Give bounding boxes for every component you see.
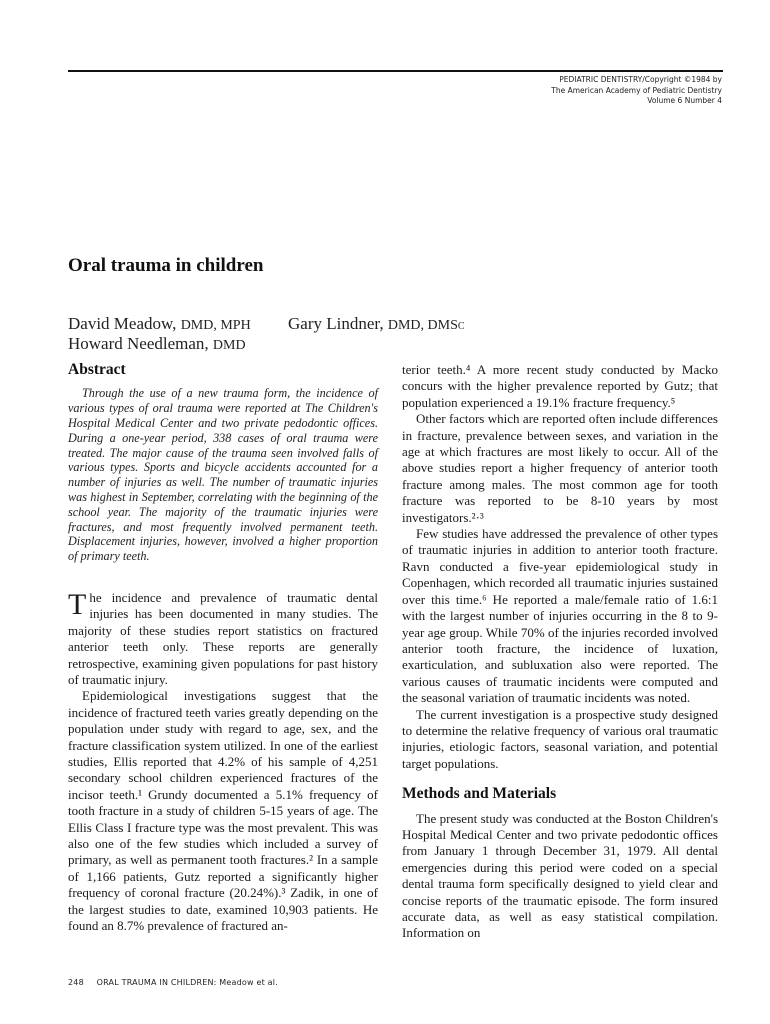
running-title: ORAL TRAUMA IN CHILDREN: Meadow et al. (96, 978, 278, 987)
page-footer (68, 978, 278, 987)
author-2-name: Gary Lindner, (288, 314, 384, 333)
right-paragraph-4: The current investigation is a prospective study designed to determine the relative frequency of various oral traumatic injuries, etiologic factors, seasonal variation, and potential target populations. (402, 706, 718, 771)
abstract-text: Through the use of a new trauma form, the incidence of various types of oral trauma were reported at The Children's Hospital Medical Center and two private pedodontic offices. During a one-year period, 338 cases of oral trauma were treated. The major cause of the trauma seen involved falls of various types. Sports and bicycle accidents accounted for a number of injuries as well. The number of traumatic injuries was highest in September, correlating with the beginning of the school year. The majority of the traumatic injuries were fractures, and most frequently involved permanent teeth. Displacement injuries, however, involved a higher proportion of primary teeth. (68, 386, 378, 564)
header-line-3: Volume 6 Number 4 (647, 96, 722, 105)
section-spacer (402, 772, 718, 786)
author-3-degrees: DMD (212, 338, 246, 353)
author-1-degrees: DMD, MPH (180, 318, 251, 333)
drop-cap: T (68, 587, 87, 621)
intro-paragraph-2: Epidemiological investigations suggest that the incidence of fractured teeth varies greatly depending on the population under study with regard to age, sex, and the fracture classification system utilized. In one of the earliest studies, Ellis reported that 4.2% of his sample of 4,251 secondary school children experienced fractures of the incisor teeth.¹ Grundy documented a 5.1% frequency of tooth fracture in a study of children 5-15 years of age. The Ellis Class I fracture type was the most prevalent. This was also one of the few studies which included a survey of primary, as well as permanent tooth fractures.² In a sample of 1,166 patients, Gutz reported a significantly higher frequency of coronal fracture (20.24%).³ Zadik, in one of the largest studies to date, examined 10,903 patients. He found an 8.7% prevalence of fractured an- (68, 688, 378, 934)
right-paragraph-2: Other factors which are reported often include differences in fracture, prevalence between sexes, and variation in the age at which fractures are most likely to occur. All of the above studies report a higher frequency of anterior tooth fracture among males. The most common age for tooth fracture was reported to be 8-10 years by most investigators.²·³ (402, 411, 718, 525)
author-2 (288, 314, 465, 336)
journal-header (551, 75, 722, 107)
page-number: 248 (68, 978, 84, 987)
author-1 (68, 314, 251, 336)
right-paragraph-1: terior teeth.⁴ A more recent study conducted by Macko concurs with the higher prevalence reported by Gutz; that population experienced a 19.1% fracture frequency.⁵ (402, 362, 718, 410)
right-column (402, 362, 718, 942)
author-3-name: Howard Needleman, (68, 334, 209, 353)
right-paragraph-3: Few studies have addressed the prevalence of other types of traumatic injuries in addition to anterior tooth fracture. Ravn conducted a five-year epidemiological study in Copenhagen, which recorded all traumatic injuries sustained over this time.⁶ He reported a male/female ratio of 1.6:1 with the largest number of injuries occurring in the 8 to 9-year age group. While 70% of the injuries recorded involved anterior tooth fracture, the incidence of luxation, exarticulation, and subluxation also were reported. The various causes of traumatic incidents were computed and the seasonal variation of traumatic incidents was noted. (402, 526, 718, 706)
header-line-1: PEDIATRIC DENTISTRY/Copyright ©1984 by (559, 75, 722, 84)
abstract-heading: Abstract (68, 361, 126, 378)
intro-paragraph-1-text: he incidence and prevalence of traumatic dental injuries has been documented in many studies. The majority of these studies report statistics on fractured anterior teeth only. These reports are generally retrospective, examining given populations for past history of traumatic injury. (68, 589, 378, 687)
author-2-degrees: DMD, DMSc (387, 318, 465, 333)
methods-paragraph-1: The present study was conducted at the Boston Children's Hospital Medical Center and two private pedodontic offices from January 1 through December 31, 1979. All dental emergencies during this period were coded on a special dental trauma form specifically designed to yield clear and concise reports of the traumatic episode. The form insured accurate data, as well as easy statistical compilation. Information on (402, 810, 718, 941)
intro-paragraph-1 (68, 587, 378, 688)
left-column (68, 362, 378, 935)
header-line-2: The American Academy of Pediatric Dentistry (551, 85, 722, 95)
methods-heading: Methods and Materials (402, 785, 557, 803)
author-3 (68, 334, 246, 356)
author-1-name: David Meadow, (68, 314, 177, 333)
article-title: Oral trauma in children (68, 255, 264, 276)
top-rule (68, 70, 723, 72)
